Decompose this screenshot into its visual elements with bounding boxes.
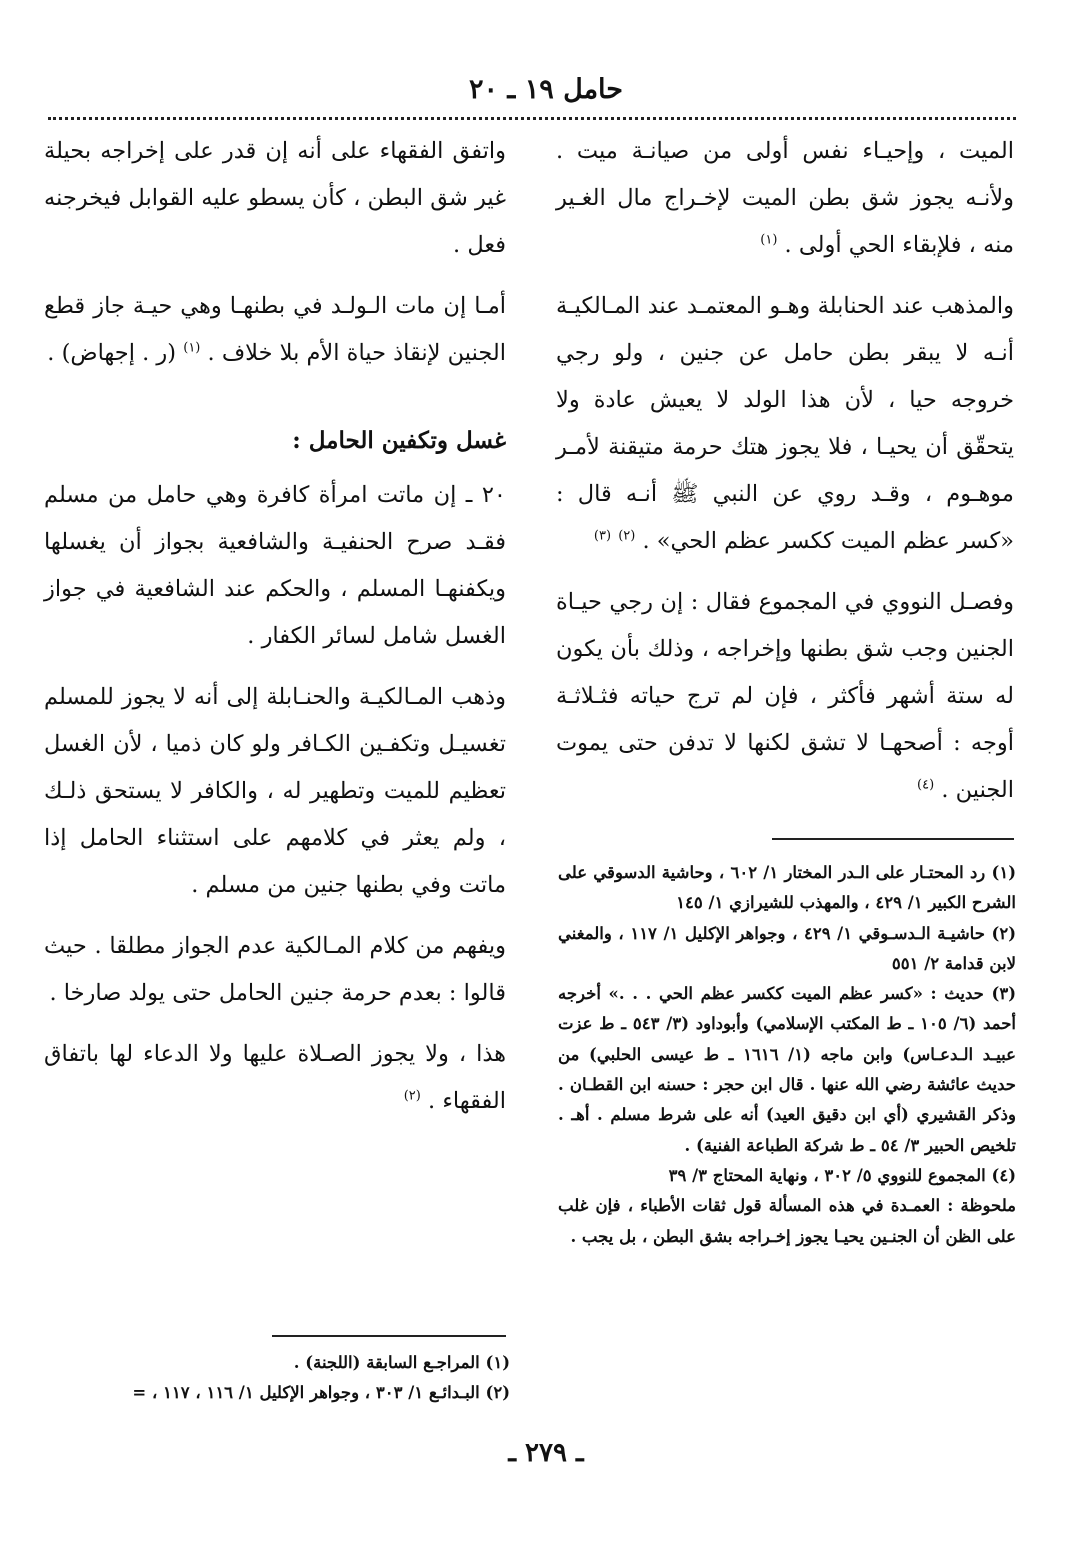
- right-column: [556, 128, 1014, 828]
- footnote-marker: (٢): [618, 528, 636, 544]
- footnote: (٣) حديث : «كسر عظم الميت ككسر عظم الحي . . .» أخرجه أحمد (٦/ ١٠٥ ـ ط المكتب الإسلامي) وأبوداود (٣/ ٥٤٣ ـ ط عزت عبيـد الـدعـاس) وابن ماجه (١/ ١٦١٦ ـ ط عيسى الحلبي) من حديث عائشة رضي الله عنها . قال ابن حجر : حسنه ابن القطـان . وذكر القشيري (أي ابن دقيق العيد) أنه على شرط مسلم . أهـ . تلخيص الحبير ٣/ ٥٤ ـ ط شركة الطباعة الفنية) .: [558, 984, 1017, 1155]
- footnote-marker: (٣): [593, 528, 612, 544]
- section-heading: غسل وتكفين الحامل :: [292, 427, 506, 454]
- paragraph: واتفق الفقهاء على أنه إن قدر على إخراجه بحيلة غير شق البطن ، كأن يسطو عليه القوابل فيخرجنه فعل .: [44, 138, 506, 258]
- paragraph: هذا ، ولا يجوز الصـلاة عليها ولا الدعاء لها باتفاق الفقهاء . $^{(٢)}$: [44, 1041, 506, 1114]
- footnote-divider: [272, 1335, 506, 1337]
- footnote-divider: [772, 838, 1014, 840]
- footnote-note: ملحوظة : العمـدة في هذه المسألة قول ثقات الأطباء ، فإن غلب على الظن أن الجنـين يحيـا يجوز إخـراجه بشق البطن ، بل يجب .: [558, 1196, 1016, 1246]
- footnotes-right: [558, 858, 1016, 1252]
- footnote: (١) المراجـع السابقة (اللجنة) .: [293, 1353, 510, 1372]
- footnote: (٢) البـدائـع ١/ ٣٠٣ ، وجواهر الإكليل ١/ ١١٦ ، ١١٧ ، =: [132, 1383, 510, 1403]
- footnote: (٢) حاشيـة الـدسـوقي ١/ ٤٢٩ ، وجواهر الإكليل ١/ ١١٧ ، والمغني لابن قدامة ٢/ ٥٥١: [558, 923, 1016, 973]
- footnote-marker: (٢): [403, 1088, 421, 1104]
- paragraph: وفصـل النووي في المجموع فقال : إن رجي حيـاة الجنين وجب شق بطنها وإخراجه ، وذلك بأن يكون له ستة أشهر فأكثر ، فإن لم ترج حياته فثـلاثـة أوجه : أصحهـا لا تشق لكنها لا تدفن حتى يموت الجنين . $^{(٤)}$: [556, 589, 1014, 803]
- page-number: ـ ٢٧٩ ـ: [508, 1438, 584, 1468]
- paragraph: والمذهب عند الحنابلة وهـو المعتمـد عند المـالكيـة أنـه لا يبقر بطن حامل عن جنين ، ولو رجي خروجه حيا ، لأن هذا الولد لا يعيش عادة ولا يتحقّق أن يحيـا ، فلا يجوز هتك حرمة متيقنة لأمـر موهـوم ، وقـد روي عن النبي ﷺ أنـه قال : «كسر عظم الميت ككسر عظم الحي» . $^{(٢)}$ $^{(٣)}$: [556, 293, 1014, 554]
- footnote-marker: (١): [760, 232, 778, 248]
- paragraph: ٢٠ ـ إن ماتت امرأة كافرة وهي حامل من مسلم فقـد صرح الحنفيـة والشافعية بجواز أن يغسلها ويكفنهـا المسلم ، والحكم عند الشافعية في جواز الغسل شامل لسائر الكفار .: [44, 482, 506, 649]
- footnote-marker: (١): [183, 340, 201, 356]
- page-header: حامل ١٩ ـ ٢٠: [469, 74, 623, 105]
- footnote: (٤) المجموع للنووي ٥/ ٣٠٢ ، ونهاية المحتاج ٣/ ٣٩: [668, 1165, 1016, 1185]
- footnotes-left: [40, 1348, 510, 1409]
- footnote: (١) رد المحتـار على الـدر المختار ١/ ٦٠٢ ، وحاشية الدسوقي على الشرح الكبير ١/ ٤٢٩ ، والمهذب للشيرازي ١/ ١٤٥: [558, 863, 1017, 913]
- paragraph: وذهب المـالكيـة والحنـابلة إلى أنه لا يجوز للمسلم تغسيـل وتكفـين الكـافر ولو كان ذميا ، لأن الغسل تعظيم للميت وتطهير له ، والكافر لا يستحق ذلـك ، ولم يعثر في كلامهم على استثناء الحامل إذا ماتت وفي بطنها جنين من مسلم .: [44, 684, 506, 898]
- paragraph: ويفهم من كلام المـالكية عدم الجواز مطلقا . حيث قالوا : بعدم حرمة جنين الحامل حتى يولد صارخا .: [44, 933, 506, 1006]
- footnote-marker: (٤): [917, 777, 935, 793]
- paragraph: الميت ، وإحيـاء نفس أولى من صيانـة ميت . ولأنـه يجوز شق بطن الميت لإخـراج مال الغـير منه ، فلإبقاء الحي أولى . $^{(١)}$: [556, 138, 1014, 258]
- left-column: [44, 128, 506, 1139]
- paragraph: أمـا إن مات الـولـد في بطنهـا وهي حيـة جاز قطع الجنين لإنقاذ حياة الأم بلا خلاف . $^{(١)}$ (ر . إجهاض) .: [44, 293, 506, 366]
- header-divider: [48, 117, 1016, 120]
